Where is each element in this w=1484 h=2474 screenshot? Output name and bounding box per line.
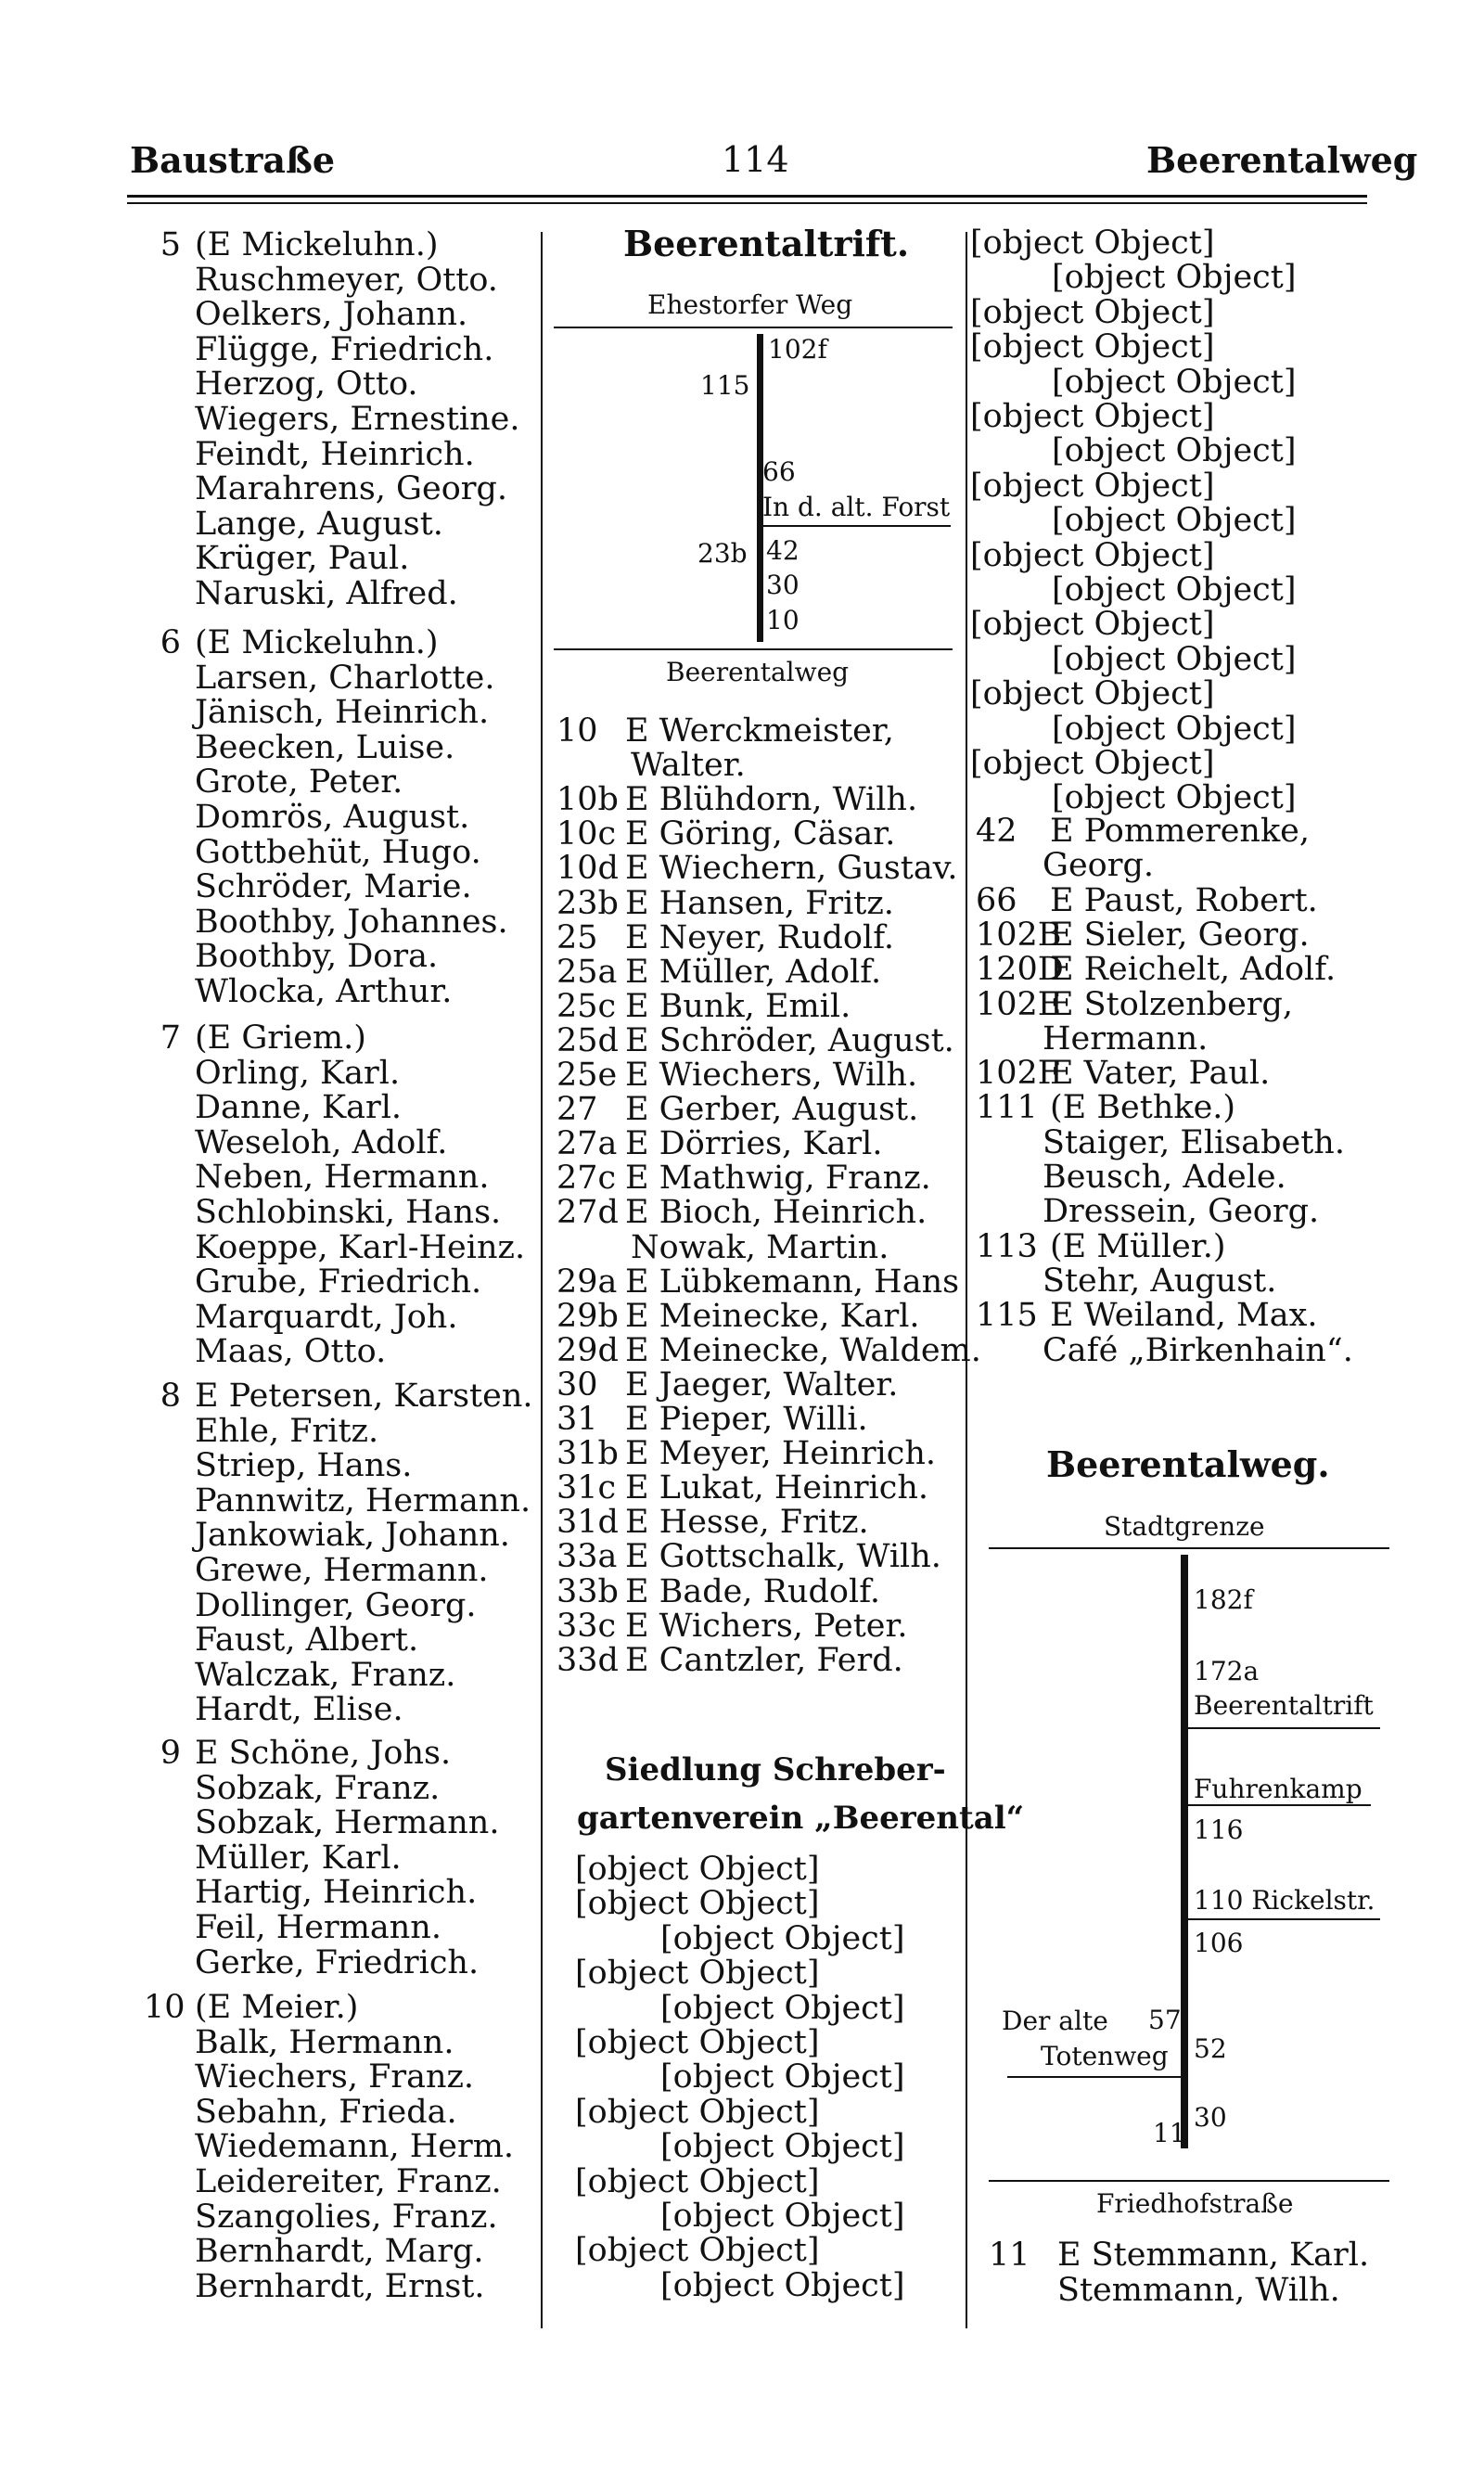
garden-line: [object Object]	[575, 2232, 820, 2270]
garden-line: [object Object]	[1052, 710, 1297, 748]
house-number: 42	[976, 813, 1017, 850]
resident-line: Wiechers, Franz.	[195, 2058, 475, 2096]
resident-line: E Mathwig, Franz.	[625, 1160, 931, 1198]
resident-line: E Reichelt, Adolf.	[1050, 951, 1337, 989]
resident-line: Sobzak, Franz.	[195, 1769, 441, 1807]
house-number: 10c	[556, 815, 617, 853]
resident-line: E Meinecke, Karl.	[625, 1297, 920, 1335]
resident-line: (E Müller.)	[1050, 1227, 1226, 1265]
resident-line: Schröder, Marie.	[195, 868, 472, 906]
garden-line: [object Object]	[1052, 259, 1297, 297]
resident-line: Beusch, Adele.	[1043, 1159, 1286, 1196]
house-number: 113	[976, 1227, 1038, 1265]
street-rule-top	[989, 1547, 1389, 1549]
resident-line: Jänisch, Heinrich.	[195, 694, 490, 732]
resident-line: E Hesse, Fritz.	[625, 1504, 869, 1542]
diagram-number: 52	[1194, 2033, 1227, 2064]
resident-line: Walczak, Franz.	[195, 1656, 456, 1694]
diagram-number: 106	[1194, 1928, 1244, 1958]
resident-line: E Petersen, Karsten.	[195, 1378, 533, 1415]
resident-line: E Meyer, Heinrich.	[625, 1435, 937, 1473]
column-divider-1	[541, 232, 543, 2328]
header-rule-top	[127, 195, 1367, 198]
resident-line: Jankowiak, Johann.	[195, 1517, 510, 1555]
house-number: 31b	[556, 1435, 619, 1473]
diagram-number: 30	[1194, 2102, 1227, 2133]
diagram-number: 23b	[697, 538, 748, 569]
resident-line: Sobzak, Hermann.	[195, 1804, 500, 1842]
resident-line: E Stolzenberg,	[1050, 985, 1294, 1023]
resident-line: E Pommerenke,	[1050, 813, 1310, 850]
resident-line: Nowak, Martin.	[631, 1228, 889, 1266]
resident-line: Koeppe, Karl-Heinz.	[195, 1228, 526, 1266]
resident-line: Szangolies, Franz.	[195, 2198, 498, 2236]
cross-street-bottom: Beerentalweg	[666, 657, 850, 687]
column-divider-2	[966, 232, 967, 2328]
house-number: 102B	[976, 916, 1062, 954]
garden-line: [object Object]	[660, 2198, 905, 2235]
garden-line: [object Object]	[575, 2162, 820, 2200]
diagram-number: 110 Rickelstr.	[1194, 1885, 1375, 1916]
house-number: 29b	[556, 1297, 619, 1335]
house-number: 25c	[556, 987, 617, 1025]
diagram-number: 30	[766, 570, 800, 600]
garden-line: [object Object]	[660, 2058, 905, 2096]
resident-line: Feindt, Heinrich.	[195, 435, 475, 473]
house-number: 31	[556, 1401, 598, 1438]
house-number: 33b	[556, 1572, 619, 1610]
resident-line: Hermann.	[1043, 1019, 1209, 1058]
resident-line: Danne, Karl.	[195, 1089, 403, 1127]
resident-line: Balk, Hermann.	[195, 2023, 454, 2061]
house-number: 29d	[556, 1331, 619, 1369]
house-number: 31c	[556, 1469, 617, 1507]
resident-line: Ehle, Fritz.	[195, 1412, 379, 1450]
header-rule-bottom	[127, 202, 1367, 204]
resident-line: Georg.	[1043, 847, 1155, 885]
house-number: 11	[989, 2237, 1030, 2274]
resident-line: E Lübkemann, Hans	[625, 1263, 960, 1301]
house-number: 23b	[556, 884, 619, 922]
house-number: 27a	[556, 1125, 618, 1163]
diagram-number: 57	[1148, 2005, 1182, 2035]
resident-line: E Bunk, Emil.	[625, 987, 851, 1025]
diagram-number: 116	[1194, 1814, 1244, 1845]
resident-line: E Schöne, Johs.	[195, 1735, 452, 1772]
garden-line: [object Object]	[575, 2024, 820, 2061]
resident-line: Naruski, Alfred.	[195, 575, 458, 612]
resident-line: E Bioch, Heinrich.	[625, 1194, 928, 1232]
resident-line: E Weiland, Max.	[1050, 1297, 1318, 1335]
resident-line: Hartig, Heinrich.	[195, 1874, 478, 1912]
resident-line: Sebahn, Frieda.	[195, 2093, 457, 2131]
garden-line: [object Object]	[1052, 502, 1297, 540]
resident-line: Stemmann, Wilh.	[1057, 2272, 1340, 2309]
resident-line: Wlocka, Arthur.	[195, 973, 453, 1010]
resident-line: E Hansen, Fritz.	[625, 884, 894, 922]
resident-line: Ruschmeyer, Otto.	[195, 261, 498, 299]
resident-line: Grube, Friedrich.	[195, 1263, 482, 1301]
resident-line: Herzog, Otto.	[195, 365, 418, 404]
garden-line: [object Object]	[660, 2128, 905, 2166]
resident-line: E Göring, Cäsar.	[625, 815, 896, 853]
resident-line: (E Mickeluhn.)	[195, 624, 439, 661]
resident-line: E Gerber, August.	[625, 1091, 919, 1129]
diagram-number: 42	[766, 535, 800, 566]
resident-line: E Pieper, Willi.	[625, 1401, 868, 1438]
resident-line: Bernhardt, Marg.	[195, 2233, 484, 2271]
garden-line: [object Object]	[970, 745, 1215, 782]
resident-line: Boothby, Johannes.	[195, 903, 508, 941]
resident-line: Wiedemann, Herm.	[195, 2128, 515, 2166]
cross-street-line	[1185, 1918, 1380, 1920]
cross-street-line	[1185, 1804, 1371, 1806]
resident-line: Marahrens, Georg.	[195, 470, 508, 508]
resident-line: Boothby, Dora.	[195, 938, 439, 976]
resident-line: E Bade, Rudolf.	[625, 1572, 881, 1610]
resident-line: E Gottschalk, Wilh.	[625, 1538, 941, 1576]
house-number: 27	[556, 1091, 598, 1129]
house-number: 33c	[556, 1607, 617, 1645]
diagram-number: 10	[766, 605, 800, 635]
resident-line: Gerke, Friedrich.	[195, 1943, 480, 1981]
garden-line: [object Object]	[575, 1885, 820, 1923]
cross-street-label: Der alte	[1002, 2006, 1108, 2036]
resident-line: E Stemmann, Karl.	[1057, 2237, 1370, 2274]
house-number: 29a	[556, 1263, 618, 1301]
resident-line: Leidereiter, Franz.	[195, 2163, 502, 2200]
section-title: gartenverein „Beerental“	[577, 1800, 1025, 1837]
running-head-right: Beerentalweg	[1146, 139, 1418, 181]
house-number: 10	[556, 712, 598, 750]
house-number: 5	[160, 226, 181, 263]
page-number: 114	[722, 139, 789, 180]
garden-line: [object Object]	[970, 536, 1215, 574]
resident-line: Dressein, Georg.	[1043, 1193, 1320, 1231]
resident-line: Walter.	[631, 747, 746, 785]
resident-line: E Meinecke, Waldem.	[625, 1331, 981, 1369]
garden-line: [object Object]	[1052, 432, 1297, 470]
resident-line: Weseloh, Adolf.	[195, 1123, 448, 1161]
resident-line: Pannwitz, Hermann.	[195, 1481, 531, 1519]
resident-line: Beecken, Luise.	[195, 728, 455, 766]
resident-line: E Sieler, Georg.	[1050, 916, 1310, 954]
garden-line: [object Object]	[1052, 779, 1297, 817]
house-number: 27c	[556, 1160, 617, 1198]
house-number: 25d	[556, 1021, 619, 1059]
garden-line: [object Object]	[970, 224, 1215, 262]
resident-line: Neben, Hermann.	[195, 1159, 490, 1197]
cross-street-label: In d. alt. Forst	[762, 492, 951, 522]
street-rule-bottom	[989, 2180, 1389, 2182]
resident-line: Stehr, August.	[1043, 1262, 1277, 1300]
resident-line: Lange, August.	[195, 505, 443, 543]
resident-line: (E Meier.)	[195, 1989, 359, 2026]
garden-line: [object Object]	[660, 1919, 905, 1957]
cross-street-label: Totenweg	[1041, 2041, 1169, 2071]
resident-line: Orling, Karl.	[195, 1054, 401, 1092]
resident-line: Hardt, Elise.	[195, 1691, 403, 1729]
house-number: 31d	[556, 1504, 619, 1542]
resident-line: Flügge, Friedrich.	[195, 330, 494, 368]
cross-street-line	[1185, 1727, 1380, 1729]
resident-line: E Werckmeister,	[625, 712, 894, 750]
garden-line: [object Object]	[660, 1989, 905, 2027]
garden-line: [object Object]	[970, 606, 1215, 644]
cross-street-top: Stadtgrenze	[1104, 1511, 1265, 1542]
diagram-number: 115	[700, 370, 750, 401]
garden-line: [object Object]	[660, 2266, 905, 2304]
diagram-number: 182f	[1194, 1584, 1253, 1615]
running-head-left: Baustraße	[130, 139, 336, 181]
house-number: 111	[976, 1089, 1038, 1127]
resident-line: Oelkers, Johann.	[195, 296, 468, 334]
garden-line: [object Object]	[1052, 640, 1297, 678]
house-number: 7	[160, 1019, 181, 1057]
resident-line: (E Griem.)	[195, 1019, 366, 1057]
house-number: 6	[160, 624, 181, 661]
cross-street-line	[761, 525, 951, 527]
resident-line: Feil, Hermann.	[195, 1909, 441, 1946]
house-number: 33a	[556, 1538, 618, 1576]
section-title: Siedlung Schreber-	[605, 1751, 946, 1788]
street-rule-top	[554, 327, 953, 328]
resident-line: Gottbehüt, Hugo.	[195, 833, 481, 871]
resident-line: Wiegers, Ernestine.	[195, 401, 520, 438]
resident-line: E Paust, Robert.	[1050, 881, 1318, 919]
resident-line: E Müller, Adolf.	[625, 953, 882, 991]
resident-line: (E Mickeluhn.)	[195, 226, 439, 263]
house-number: 25	[556, 918, 598, 956]
garden-line: [object Object]	[575, 1851, 820, 1888]
cross-street-bottom: Friedhofstraße	[1096, 2188, 1294, 2219]
resident-line: E Vater, Paul.	[1050, 1055, 1271, 1093]
resident-line: Schlobinski, Hans.	[195, 1194, 502, 1231]
house-number: 25e	[556, 1057, 618, 1094]
resident-line: E Cantzler, Ferd.	[625, 1641, 903, 1679]
resident-line: E Neyer, Rudolf.	[625, 918, 895, 956]
garden-line: [object Object]	[970, 675, 1215, 713]
street-title: Beerentalweg.	[1046, 1443, 1330, 1485]
resident-line: E Wichers, Peter.	[625, 1607, 908, 1645]
resident-line: E Blühdorn, Wilh.	[625, 781, 918, 819]
resident-line: Maas, Otto.	[195, 1333, 387, 1371]
resident-line: Striep, Hans.	[195, 1447, 413, 1485]
house-number: 8	[160, 1378, 181, 1415]
house-number: 10b	[556, 781, 619, 819]
resident-line: Staiger, Elisabeth.	[1043, 1123, 1345, 1161]
street-title: Beerentaltrift.	[623, 223, 910, 264]
cross-street-label: Fuhrenkamp	[1194, 1774, 1362, 1804]
diagram-number: 102f	[768, 334, 827, 365]
resident-line: Müller, Karl.	[195, 1839, 402, 1877]
house-number: 102F	[976, 1055, 1061, 1093]
resident-line: E Schröder, August.	[625, 1021, 954, 1059]
resident-line: Café „Birkenhain“.	[1043, 1331, 1353, 1369]
resident-line: Dollinger, Georg.	[195, 1586, 477, 1624]
garden-line: [object Object]	[575, 1955, 820, 1993]
garden-line: [object Object]	[970, 398, 1215, 435]
resident-line: E Wiechern, Gustav.	[625, 850, 958, 888]
diagram-number: 172a	[1194, 1656, 1260, 1686]
house-number: 10	[144, 1989, 186, 2026]
garden-line: [object Object]	[970, 293, 1215, 331]
resident-line: Krüger, Paul.	[195, 540, 410, 578]
resident-line: (E Bethke.)	[1050, 1089, 1236, 1127]
house-number: 33d	[556, 1641, 619, 1679]
resident-line: Grewe, Hermann.	[195, 1552, 489, 1589]
resident-line: E Jaeger, Walter.	[625, 1365, 899, 1404]
garden-line: [object Object]	[1052, 571, 1297, 609]
house-number: 9	[160, 1735, 181, 1772]
house-number: 102E	[976, 985, 1062, 1023]
resident-line: Faust, Albert.	[195, 1622, 419, 1660]
house-number: 25a	[556, 953, 618, 991]
garden-line: [object Object]	[575, 2093, 820, 2131]
street-diagram-line	[1181, 1555, 1188, 2148]
garden-line: [object Object]	[970, 328, 1215, 366]
house-number: 27d	[556, 1194, 619, 1232]
resident-line: Grote, Peter.	[195, 763, 403, 801]
diagram-number: 11	[1153, 2118, 1186, 2148]
house-number: 30	[556, 1365, 598, 1404]
house-number: 115	[976, 1297, 1038, 1335]
resident-line: E Wiechers, Wilh.	[625, 1057, 918, 1094]
garden-line: [object Object]	[970, 467, 1215, 505]
diagram-number: 66	[762, 456, 796, 487]
resident-line: E Dörries, Karl.	[625, 1125, 883, 1163]
house-number: 10d	[556, 850, 619, 888]
garden-line: [object Object]	[1052, 363, 1297, 401]
resident-line: Domrös, August.	[195, 799, 470, 836]
house-number: 120D	[976, 951, 1064, 989]
resident-line: Bernhardt, Ernst.	[195, 2267, 485, 2305]
resident-line: Marquardt, Joh.	[195, 1298, 458, 1336]
cross-street-line	[1007, 2076, 1183, 2078]
cross-street-label: Beerentaltrift	[1194, 1690, 1374, 1721]
cross-street-top: Ehestorfer Weg	[647, 289, 853, 320]
house-number: 66	[976, 881, 1017, 919]
street-rule-bottom	[554, 648, 953, 650]
resident-line: Larsen, Charlotte.	[195, 659, 495, 697]
resident-line: E Lukat, Heinrich.	[625, 1469, 929, 1507]
